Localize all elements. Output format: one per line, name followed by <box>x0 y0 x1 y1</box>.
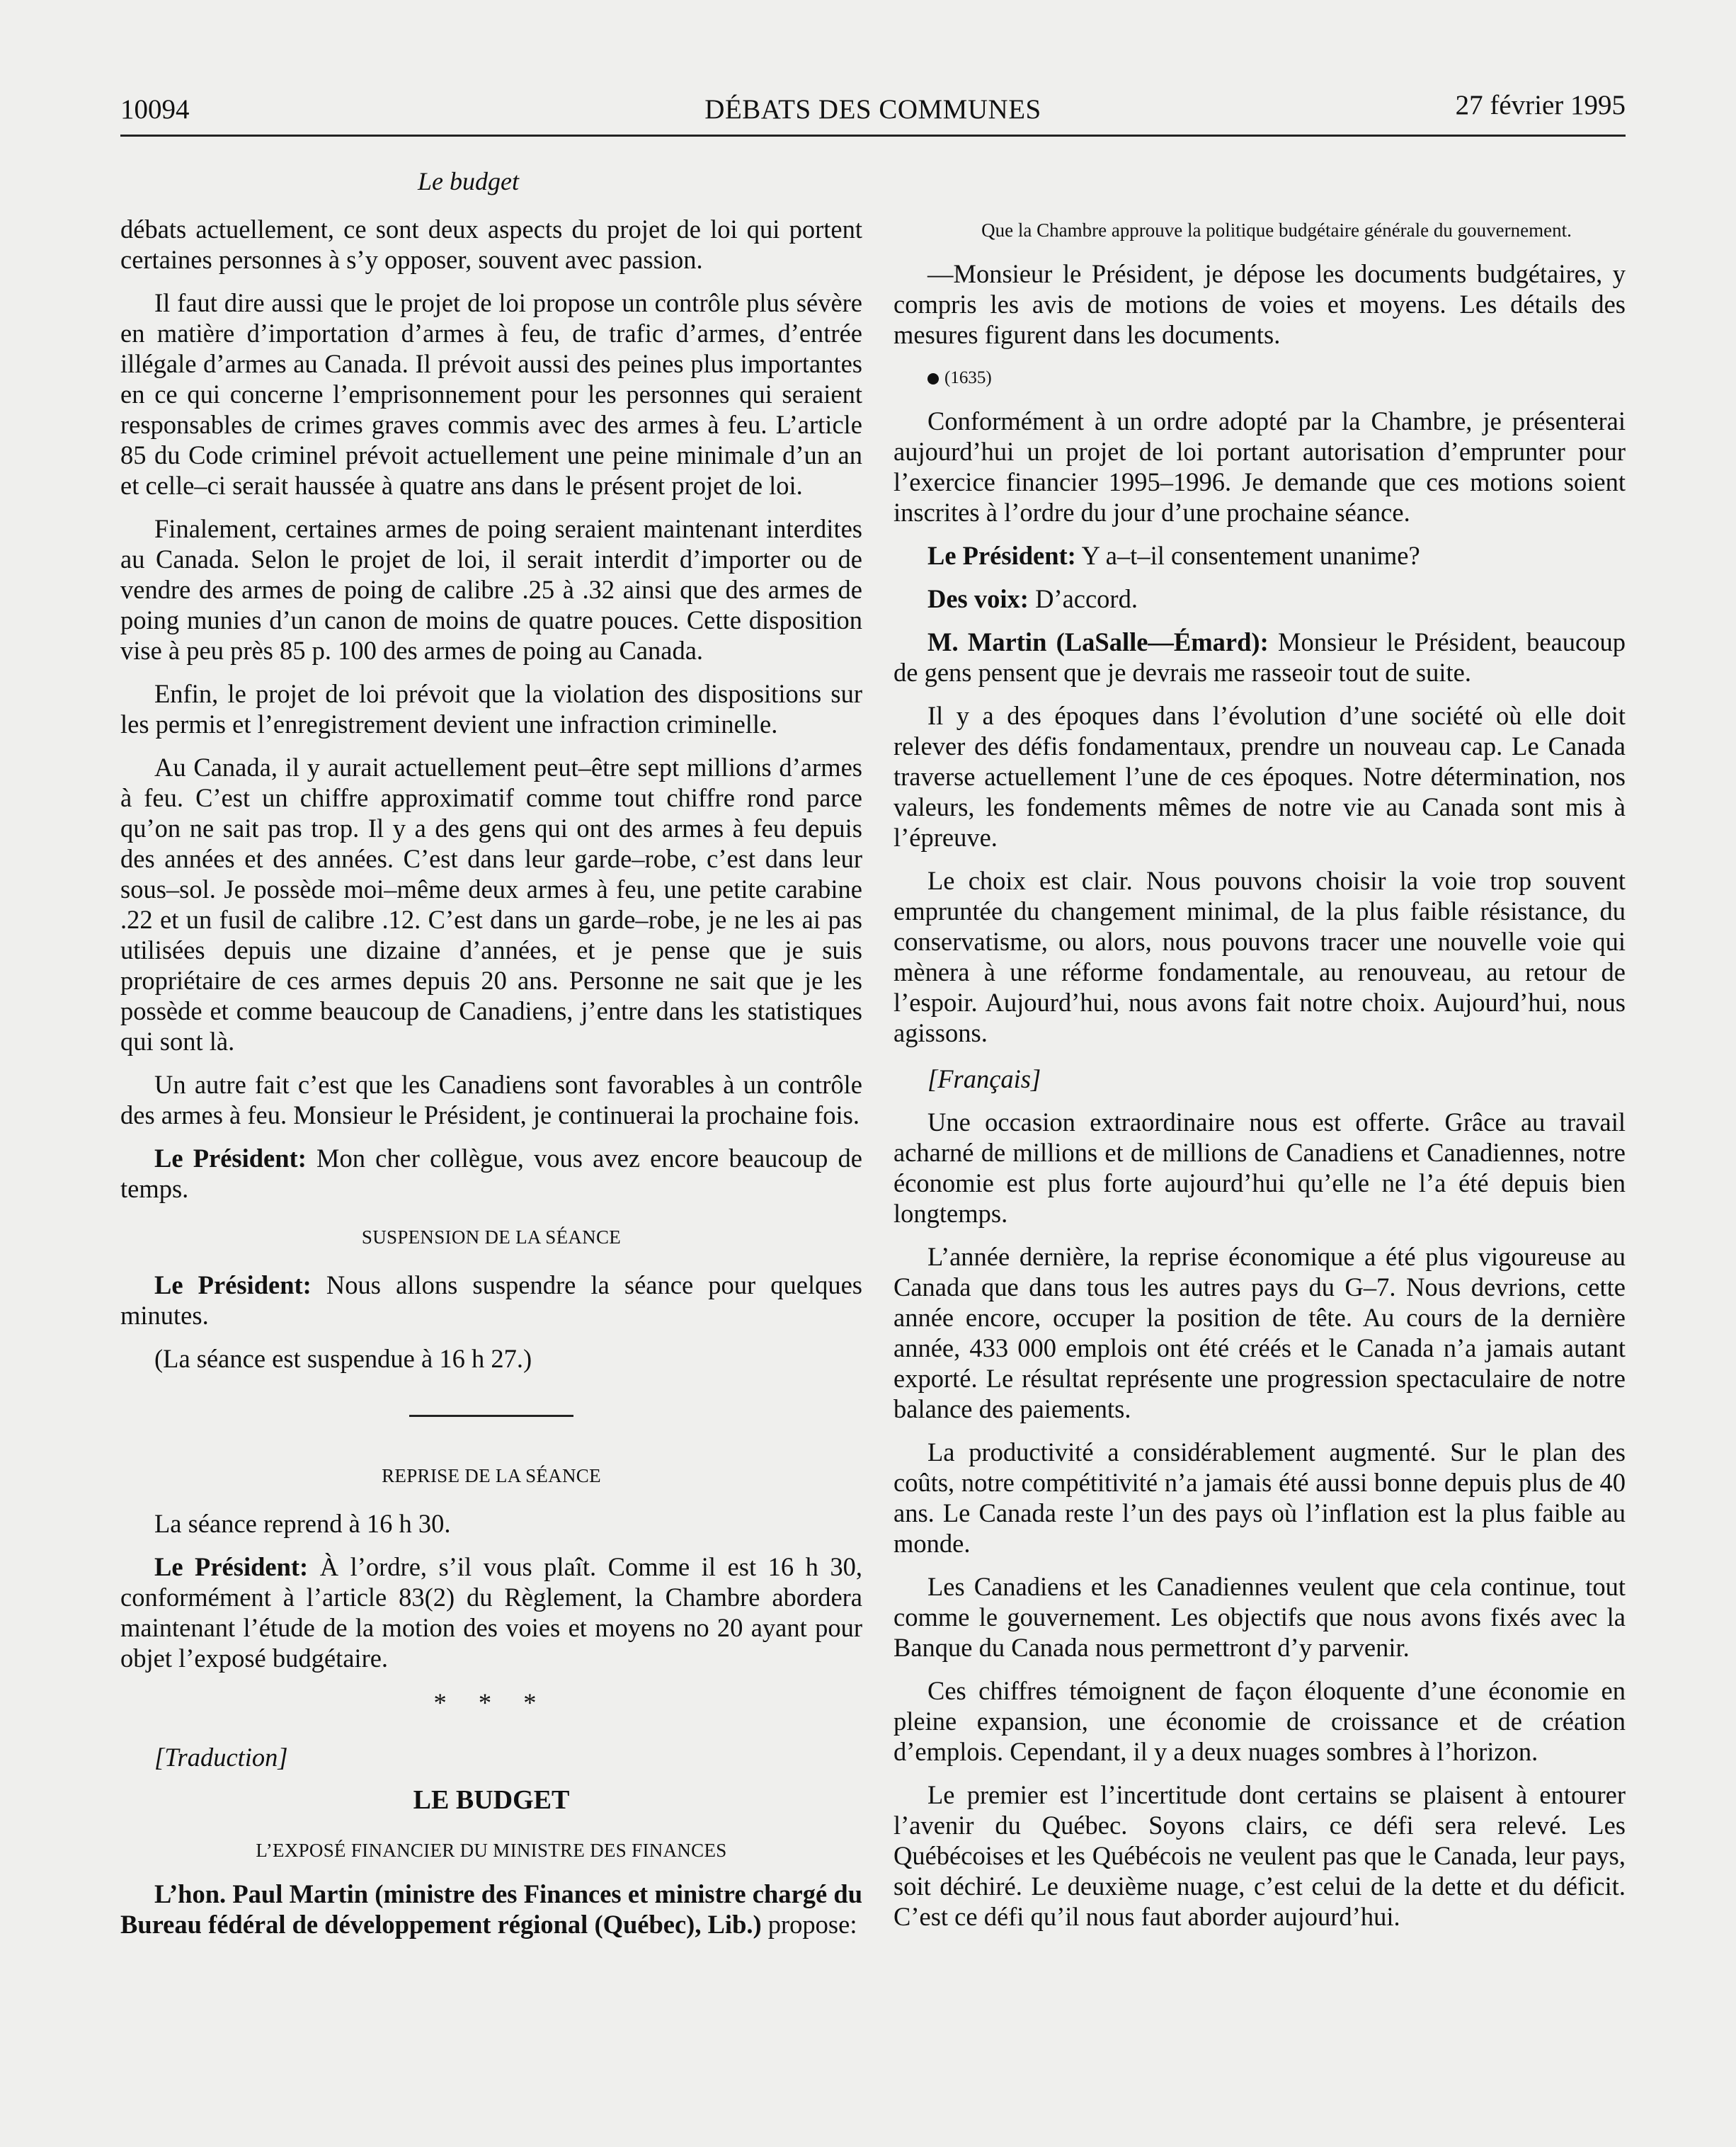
speech-text: À l’ordre, s’il vous plaît. Comme il est 16 h 30, conformément à l’article 83(2) du Règlement, la Chambre abordera maintenant l’étude de la motion des voies et moyens no 20 ayant pour objet l’exposé budgétaire. <box>120 1552 862 1673</box>
speech-paragraph <box>120 1551 862 1673</box>
paragraph: La productivité a considérablement augmenté. Sur le plan des coûts, notre compétitivité n’a jamais été aussi bonne depuis plus de 40 ans. Le Canada reste l’un des pays où l’inflation est la plus faible au monde. <box>893 1437 1626 1558</box>
speech-text: Nous allons suspendre la séance pour quelques minutes. <box>120 1270 862 1330</box>
reprise-heading: REPRISE DE LA SÉANCE <box>382 1465 601 1486</box>
section-stars: * * * <box>433 1688 549 1717</box>
paragraph: Enfin, le projet de loi prévoit que la violation des dispositions sur les permis et l’enregistrement devient une infraction criminelle. <box>120 679 862 739</box>
paragraph: Ces chiffres témoignent de façon éloquente d’une économie en pleine expansion, une économie de croissance et de création d’emplois. Cependant, il y a deux nuages sombres à l’horizon. <box>893 1676 1626 1766</box>
paragraph: débats actuellement, ce sont deux aspects du projet de loi qui portent certaines personnes à s’y opposer, souvent avec passion. <box>120 215 862 274</box>
publication-title: DÉBATS DES COMMUNES <box>704 94 1041 125</box>
speech-paragraph <box>120 1879 862 1940</box>
timestamp <box>893 363 1626 393</box>
speaker-name: Le Président: <box>927 541 1076 570</box>
speech-text: D’accord. <box>1028 584 1138 613</box>
speaker-name: L’hon. Paul Martin (ministre des Finances et ministre chargé du Bureau fédéral de développement régional (Québec), Lib.) <box>120 1879 862 1939</box>
language-tag: [Français] <box>927 1064 1041 1093</box>
speaker-name: Des voix: <box>927 584 1029 613</box>
paragraph: La séance reprend à 16 h 30. <box>154 1509 451 1538</box>
paragraph: Une occasion extraordinaire nous est offerte. Grâce au travail acharné de millions et de millions de Canadiens et Canadiennes, notre économie est plus forte aujourd’hui qu’elle ne l’a été depuis bien longtemps. <box>893 1107 1626 1228</box>
speech-paragraph <box>893 540 1626 571</box>
motion-text: Que la Chambre approuve la politique budgétaire générale du gouvernement. <box>981 220 1572 241</box>
speaker-name: M. Martin (LaSalle—Émard): <box>927 627 1269 656</box>
speaker-name: Le Président: <box>154 1270 312 1299</box>
divider <box>409 1415 573 1417</box>
speech-text: Monsieur le Président, beaucoup de gens pensent que je devrais me rasseoir tout de suite. <box>893 627 1626 687</box>
budget-heading: LE BUDGET <box>413 1785 570 1815</box>
speech-text: Mon cher collègue, vous avez encore beaucoup de temps. <box>120 1144 862 1203</box>
paragraph: Le choix est clair. Nous pouvons choisir la voie trop souvent empruntée du changement minimal, de la plus faible résistance, du conservatisme, ou alors, nous pouvons tracer une nouvelle voie qui mènera à une réforme fondamentale, au renouveau, au retour de l’espoir. Aujourd’hui, nous avons fait notre choix. Aujourd’hui, nous agissons. <box>893 866 1626 1047</box>
paragraph: Finalement, certaines armes de poing seraient maintenant interdites au Canada. Selon le projet de loi, il serait interdit d’importer ou de vendre des armes de poing de calibre .25 à .32 ainsi que des armes de poing munies d’un canon de moins de quatre pouces. Cette disposition vise à peu près 85 p. 100 des armes de poing au Canada. <box>120 514 862 665</box>
speech-paragraph <box>120 1270 862 1331</box>
language-tag: [Traduction] <box>154 1743 288 1772</box>
right-column <box>893 215 1626 1944</box>
speech-text: propose: <box>761 1910 857 1939</box>
paragraph: —Monsieur le Président, je dépose les documents budgétaires, y compris les avis de motions de voies et moyens. Les détails des mesures figurent dans les documents. <box>893 259 1626 349</box>
paragraph: (La séance est suspendue à 16 h 27.) <box>154 1344 532 1373</box>
speech-paragraph <box>893 583 1626 614</box>
speech-paragraph <box>120 1143 862 1204</box>
timestamp-text: (1635) <box>944 368 992 387</box>
left-column <box>120 214 862 1952</box>
speaker-name: Le Président: <box>154 1144 307 1173</box>
paragraph: Les Canadiens et les Canadiennes veulent que cela continue, tout comme le gouvernement. Les objectifs que nous avons fixés avec la Banque du Canada nous permettront d’y parvenir. <box>893 1572 1626 1662</box>
paragraph: L’année dernière, la reprise économique a été plus vigoureuse au Canada que dans tous les autres pays du G–7. Nous devrions, cette année encore, occuper la position de tête. Au cours de la dernière année, 433 000 emplois ont été créés et le Canada n’a jamais autant exporté. Le résultat représente une progression spectaculaire de notre balance des paiements. <box>893 1242 1626 1423</box>
page-number: 10094 <box>120 94 190 125</box>
page-header <box>120 85 1626 137</box>
bullet-icon <box>927 373 939 385</box>
expose-heading: L’EXPOSÉ FINANCIER DU MINISTRE DES FINANCES <box>256 1840 727 1861</box>
paragraph: Il faut dire aussi que le projet de loi propose un contrôle plus sévère en matière d’importation d’armes à feu, de trafic d’armes, d’entrée illégale d’armes au Canada. Il prévoit aussi des peines plus importantes en ce qui concerne l’emprisonnement pour les personnes qui seraient responsables de crimes graves commis avec des armes à feu. L’article 85 du Code criminel prévoit actuellement une peine minimale d’un an et celle–ci serait haussée à quatre ans dans le présent projet de loi. <box>120 288 862 500</box>
speech-text: Y a–t–il consentement unanime? <box>1075 541 1420 570</box>
suspension-heading: SUSPENSION DE LA SÉANCE <box>361 1226 622 1248</box>
paragraph: Au Canada, il y aurait actuellement peut–être sept millions d’armes à feu. C’est un chiffre approximatif comme tout chiffre rond parce qu’on ne sait pas trop. Il y a des gens qui ont des armes à feu depuis des années et des années. C’est dans leur garde–robe, c’est dans leur sous–sol. Je possède moi–même deux armes à feu, une petite carabine .22 et un fusil de calibre .12. C’est dans un garde–robe, je ne les ai pas utilisées depuis une dizaine d’années, et je pense que je suis propriétaire de ces armes depuis 20 ans. Personne ne sait que je les possède et comme beaucoup de Canadiens, j’entre dans les statistiques qui sont là. <box>120 753 862 1056</box>
paragraph: Il y a des époques dans l’évolution d’une société où elle doit relever des défis fondamentaux, prendre un nouveau cap. Le Canada traverse actuellement l’une de ces époques. Notre détermination, nos valeurs, les fondements mêmes de notre vie au Canada sont mis à l’épreuve. <box>893 701 1626 852</box>
paragraph: Un autre fait c’est que les Canadiens sont favorables à un contrôle des armes à feu. Monsieur le Président, je continuerai la prochaine fois. <box>120 1070 862 1129</box>
speaker-name: Le Président: <box>154 1552 309 1581</box>
paragraph: Conformément à un ordre adopté par la Chambre, je présenterai aujourd’hui un projet de loi portant autorisation d’emprunter pour l’exercice financier 1995–1996. Je demande que ces motions soient inscrites à l’ordre du jour d’une prochaine séance. <box>893 406 1626 527</box>
speech-paragraph <box>893 627 1626 688</box>
paragraph: Le premier est l’incertitude dont certains se plaisent à entourer l’avenir du Québec. Soyons clairs, ce défi sera relevé. Les Québécoises et les Québécois ne veulent pas que le Canada, leur pays, soit déchiré. Le deuxième nuage, c’est celui de la dette et du déficit. C’est ce défi qu’il nous faut aborder aujourd’hui. <box>893 1780 1626 1931</box>
publication-date: 27 février 1995 <box>1455 90 1626 120</box>
section-tag: Le budget <box>418 167 519 195</box>
